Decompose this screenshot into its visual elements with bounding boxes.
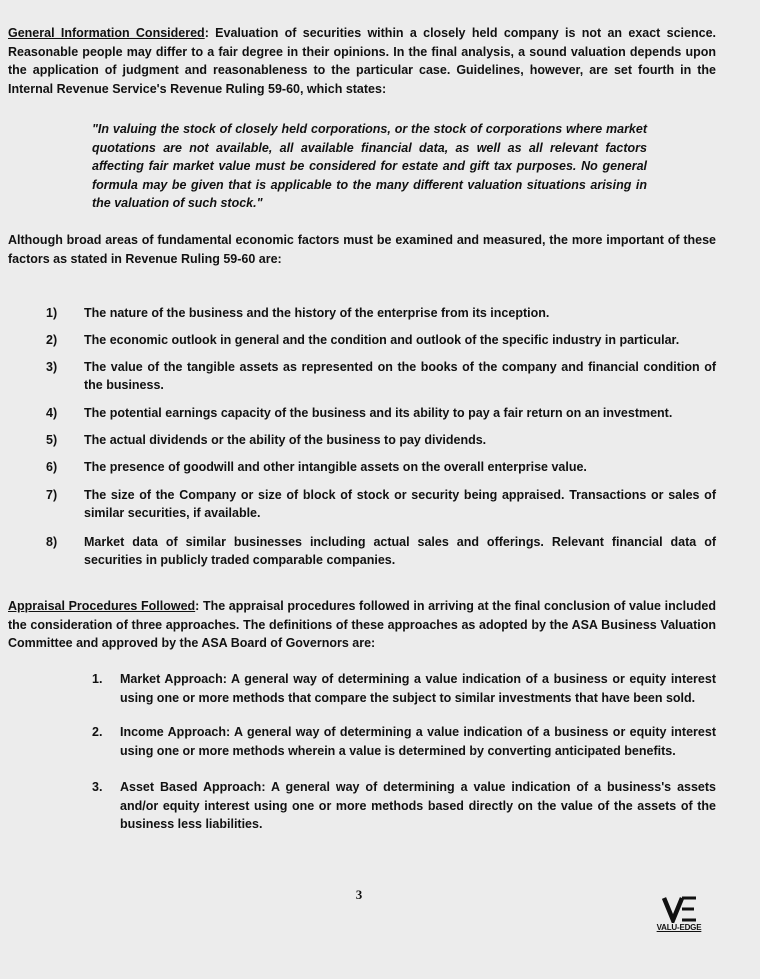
factor-item [46,432,716,450]
approach-number: 3. [92,780,103,794]
page-number: 3 [355,887,363,902]
factor-text: The actual dividends or the ability of the business to pay dividends. [84,433,487,447]
factor-number: 6) [46,460,58,474]
factors-intro-paragraph: Although broad areas of fundamental economic factors must be examined and measured, the more important of these factors as stated in Revenue Ruling 59-60 are: [8,233,716,266]
factor-item [46,332,716,350]
factor-item [46,459,716,477]
approach-item [92,778,716,834]
valu-edge-logo-text: VALU-EDGE [656,923,702,932]
factor-number: 7) [46,488,58,502]
valu-edge-logo-icon [644,895,714,923]
factor-item [46,405,716,423]
approach-term: Income Approach: [120,725,231,739]
appraisal-procedures-paragraph [8,597,716,653]
factor-item [46,305,716,323]
general-information-heading: General Information Considered [8,26,205,40]
general-information-text: : Evaluation of securities within a closely held company is not an exact science. Reasonable people may differ to a fair degree in their opinions. In the final analysis, a sound valuation depends upon the application of judgment and reasonableness to the particular case. Guidelines, however, are set fourth in the Internal Revenue Service's Revenue Ruling 59-60, which states: [8,26,716,96]
approach-definition: A general way of determining a value indication of a business or equity interest using one or more methods wherein a value is determined by converting anticipated benefits. [120,725,716,758]
factor-number: 5) [46,433,58,447]
factor-text: The value of the tangible assets as represented on the books of the company and financial condition of the business. [84,360,716,392]
factor-text: The nature of the business and the history of the enterprise from its inception. [84,306,550,320]
approach-term: Market Approach: [120,672,227,686]
approach-definition: A general way of determining a value indication of a business's assets and/or equity interest using one or more methods based directly on the value of the assets of the business less liabilities. [120,780,716,831]
factor-number: 8) [46,535,58,549]
factor-text: The size of the Company or size of block of stock or security being appraised. Transactions or sales of similar securities, if available. [84,488,716,520]
appraisal-procedures-heading: Appraisal Procedures Followed [8,599,196,613]
factor-number: 1) [46,306,58,320]
approach-item [92,670,716,707]
factor-number: 4) [46,406,58,420]
approach-definition: A general way of determining a value indication of a business or equity interest using one or more methods that compare the subject to similar investments that have been sold. [120,672,716,705]
factor-number: 2) [46,333,58,347]
factor-item [46,487,716,522]
approach-term: Asset Based Approach: [120,780,266,794]
factor-text: Market data of similar businesses including actual sales and offerings. Relevant financial data of securities in publicly traded comparable companies. [84,535,716,567]
approach-number: 1. [92,672,103,686]
factor-item [46,359,716,394]
factor-text: The presence of goodwill and other intangible assets on the overall enterprise value. [84,460,587,474]
revenue-ruling-quote: "In valuing the stock of closely held corporations, or the stock of corporations where market quotations are not available, all available financial data, as well as all relevant factors affecting fair market value must be considered for estate and gift tax purposes. No general formula may be given that is applicable to the many different valuation situations arising in the valuation of such stock." [92,122,647,210]
valu-edge-logo [644,895,714,935]
factor-item [46,534,716,569]
factor-text: The potential earnings capacity of the business and its ability to pay a fair return on an investment. [84,406,673,420]
factor-text: The economic outlook in general and the condition and outlook of the specific industry in particular. [84,333,680,347]
appraisal-procedures-text: : The appraisal procedures followed in arriving at the final conclusion of value included the consideration of three approaches. The definitions of these approaches as adopted by the ASA Business Valuation Committee and approved by the ASA Board of Governors are: [8,599,717,650]
approach-item [92,723,716,760]
approach-number: 2. [92,725,103,739]
general-information-paragraph [8,24,716,98]
factor-number: 3) [46,360,58,374]
